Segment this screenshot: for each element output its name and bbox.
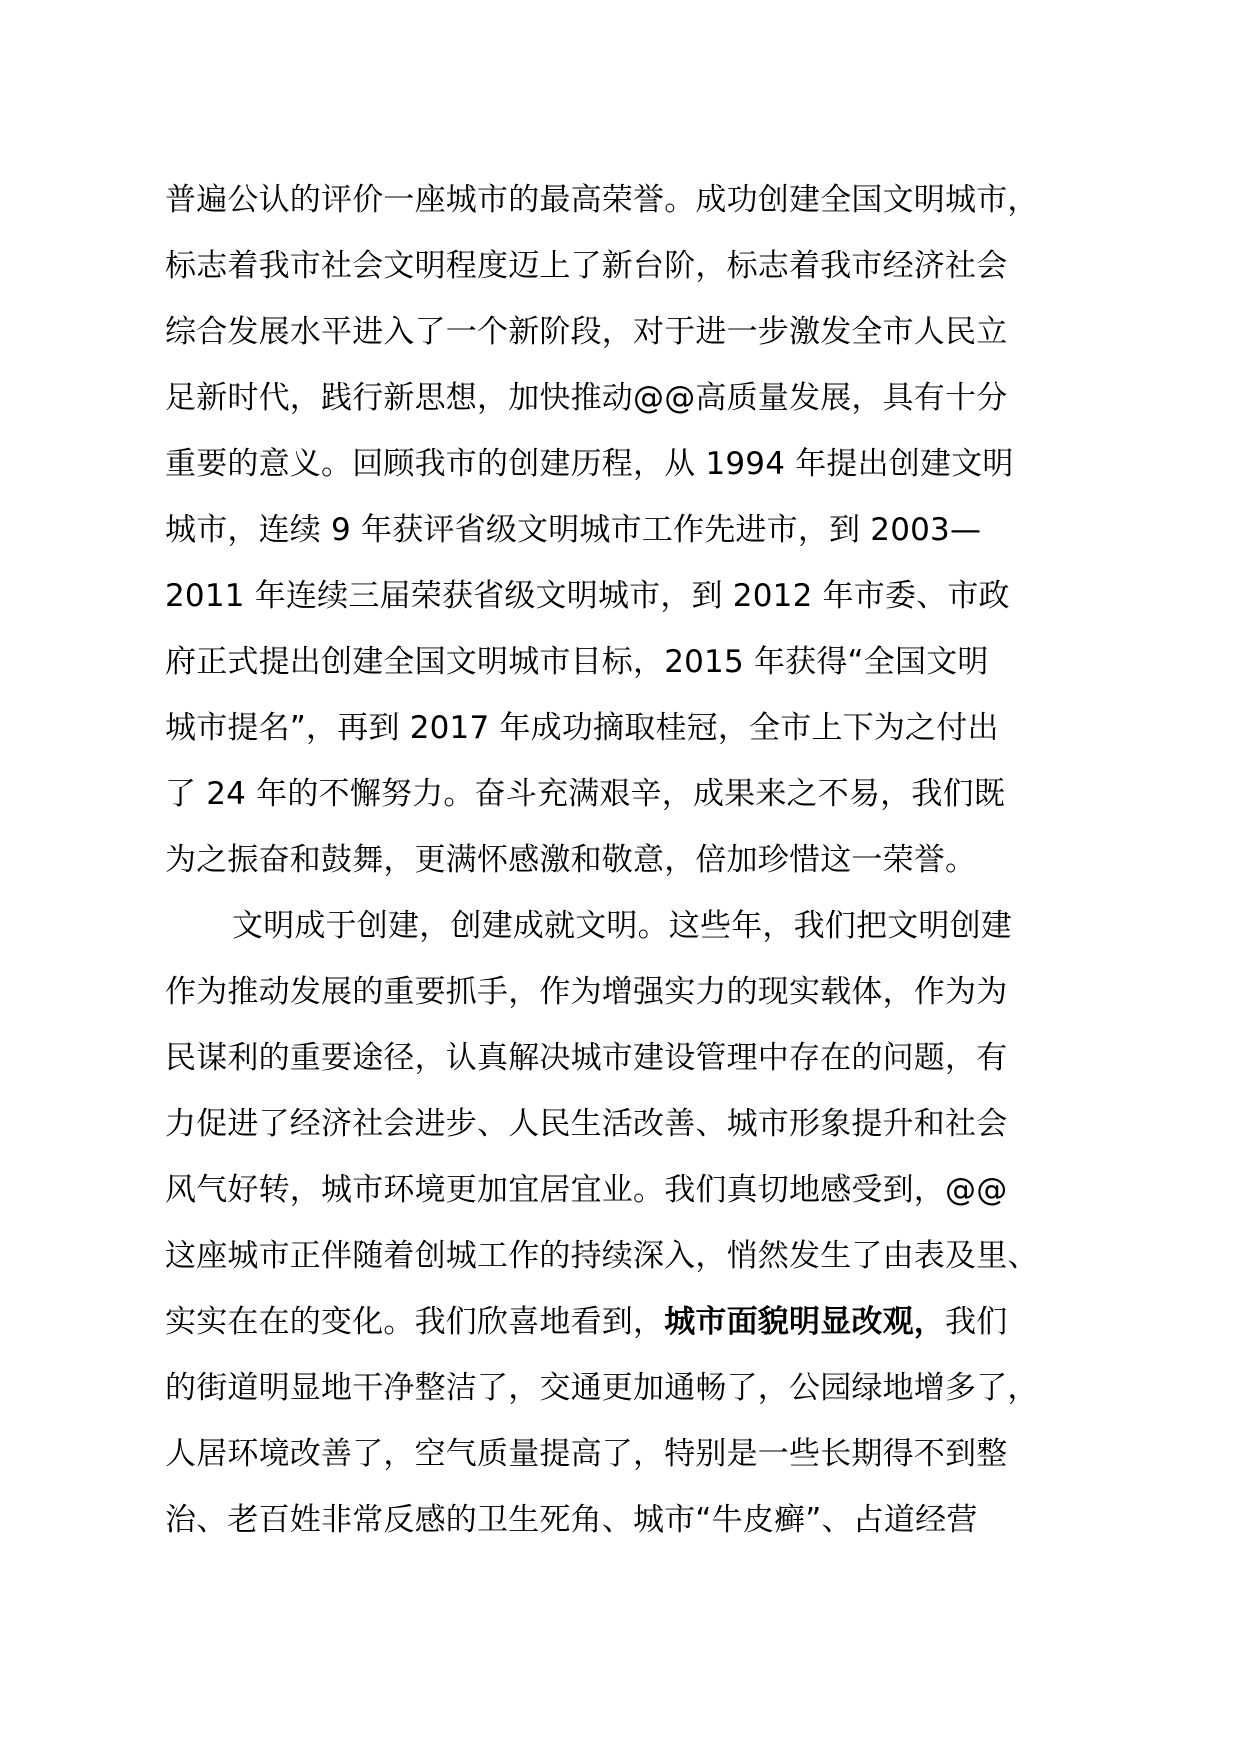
text-line: 治、老百姓非常反感的卫生死角、城市“牛皮癣”、占道经营	[165, 1502, 978, 1538]
text-line: 民谋利的重要途径，认真解决城市建设管理中存在的问题，有	[165, 1040, 1008, 1076]
text-line: 的街道明显地干净整洁了，交通更加通畅了，公园绿地增多了，	[165, 1370, 1039, 1406]
text-line: 综合发展水平进入了一个新阶段，对于进一步激发全市人民立	[165, 314, 1008, 350]
text-line: 城市提名”，再到 2017 年成功摘取桂冠，全市上下为之付出	[165, 710, 999, 746]
text-line: 府正式提出创建全国文明城市目标，2015 年获得“全国文明	[165, 644, 989, 680]
text-line	[165, 1302, 1007, 1342]
text-line: 人居环境改善了，空气质量提高了，特别是一些长期得不到整	[165, 1436, 1008, 1472]
bold-highlight: 城市面貌明显改观，	[664, 1304, 946, 1340]
text-segment: 我们	[945, 1304, 1008, 1340]
text-line: 这座城市正伴随着创城工作的持续深入，悄然发生了由表及里、	[165, 1238, 1039, 1274]
text-line: 风气好转，城市环境更加宜居宜业。我们真切地感受到，@@	[165, 1172, 1008, 1208]
text-segment: 实实在在的变化。我们欣喜地看到，	[165, 1304, 665, 1340]
text-line: 城市，连续 9 年获评省级文明城市工作先进市，到 2003—	[165, 512, 982, 548]
text-line: 足新时代，践行新思想，加快推动@@高质量发展，具有十分	[165, 380, 1008, 416]
text-line: 为之振奋和鼓舞，更满怀感激和敬意，倍加珍惜这一荣誉。	[165, 842, 977, 878]
text-line: 重要的意义。回顾我市的创建历程，从 1994 年提出创建文明	[165, 446, 1014, 482]
text-line: 力促进了经济社会进步、人民生活改善、城市形象提升和社会	[165, 1106, 1008, 1142]
text-line: 2011 年连续三届荣获省级文明城市，到 2012 年市委、市政	[165, 578, 1010, 614]
text-line: 了 24 年的不懈努力。奋斗充满艰辛，成果来之不易，我们既	[165, 776, 1005, 812]
text-line: 普遍公认的评价一座城市的最高荣誉。成功创建全国文明城市，	[165, 182, 1039, 218]
paragraph-first-line: 文明成于创建，创建成就文明。这些年，我们把文明创建	[232, 908, 1012, 944]
text-line: 作为推动发展的重要抓手，作为增强实力的现实载体，作为为	[165, 974, 1008, 1010]
text-line: 标志着我市社会文明程度迈上了新台阶，标志着我市经济社会	[165, 248, 1008, 284]
